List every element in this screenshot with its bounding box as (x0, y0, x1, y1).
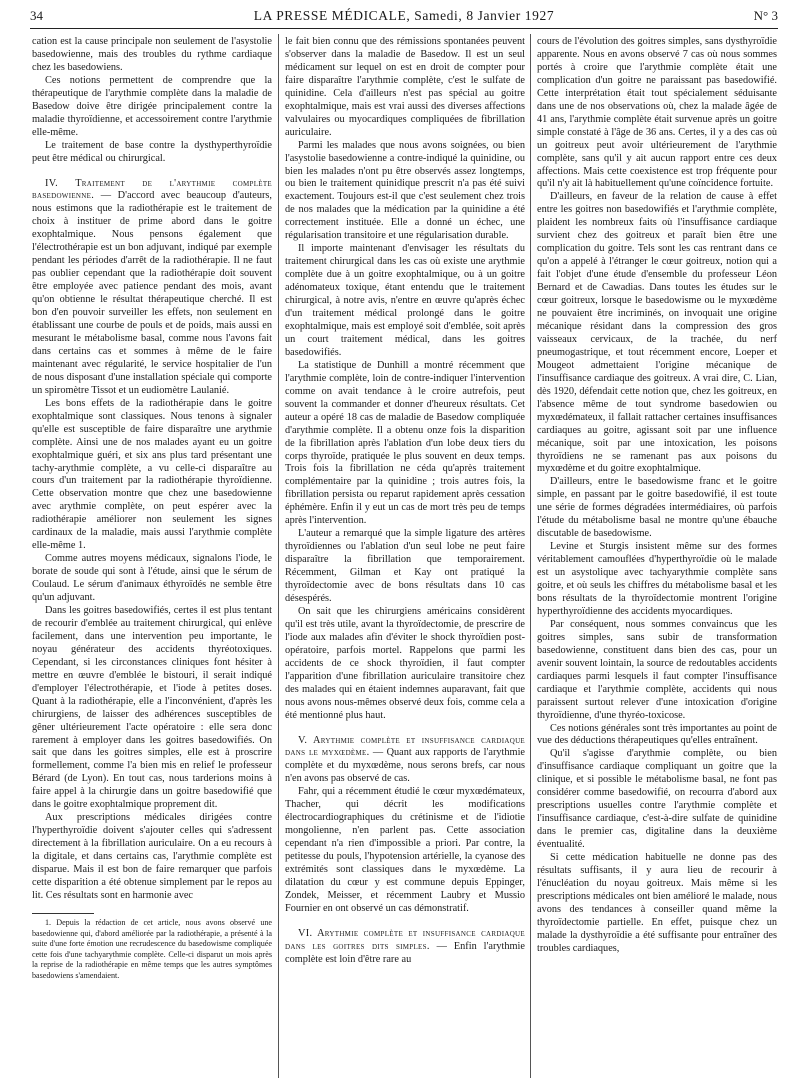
section-text: — Quant aux rapports de l'arythmie complète et du myxœdème, nous serons brefs, car nous n'en avons pas observé de cas. (285, 747, 525, 785)
issue-number: N° 3 (753, 8, 778, 23)
text-column-3 (537, 36, 777, 1076)
footnote-rule (32, 913, 94, 914)
section-text: — D'accord avec beaucoup d'auteurs, nous estimons que la radiothérapie est le traitement de choix à instituer de prime abord dans le goitre exophtalmique. Nous pensons également que l'électrothérapie est un bon adjuvant, indiqué par exemple pendant les périodes d'arrêt de la radiothérapie. Il ne faut pas oublier cependant que la radiothérapie doit souvent être employée avec patience pendant des mois, avant qu'on obtienne le résultat thérapeutique cherché. Il est bon d'en pouvoir surveiller les effets, non seulement en établissant une courbe de pouls et de poids, mais aussi en mesurant le métabolisme basal, comme nous l'avons fait dans certains cas et sommes à même de le faire maintenant avec régularité, le service hospitalier de l'un de nous disposant d'une installation spéciale qui comporte un spiromètre Tissot et un eudiomètre Laulanié. (32, 190, 272, 396)
section-vi (285, 928, 525, 967)
paragraph: Levine et Sturgis insistent même sur des formes véritablement camouflées d'hyperthyroïdie où le malade est un asystolique avec tachyarythmie complète sans goitre, et où seuls les chiffres du métabolisme basal et les bons résultats de la thyroïdectomie montrent l'origine hyperthyroïdienne des accidents myocardiques. (537, 541, 777, 617)
paragraph: Ces notions permettent de comprendre que la thérapeutique de l'arythmie complète dans la maladie de Basedow doive être dirigée principalement contre la maladie thyroïdienne, et accessoirement contre l'arythmie elle-même. (32, 74, 272, 138)
paragraph: La statistique de Dunhill a montré récemment que l'arythmie complète, loin de contre-indiquer l'intervention comme on avait tendance à le croire autrefois, peut souvent la commander et donner d'heureux résultats. Cet auteur a opéré 18 cas de maladie de Basedow compliquée d'arythmie complète. Il a obtenu onze fois la disparition de la fibrillation après l'ablation d'un lobe deux tiers du corps thyroïde, pratiquée le plus souvent en deux temps. Trois fois la fibrillation ne céda qu'après traitement complémentaire par la quinidine ; trois autres fois, la fibrillation persista ou reparut rapidement après cessation éphémère. Enfin il y eut un cas de mort très peu de temps après l'intervention. (285, 359, 525, 527)
header-rule (30, 28, 778, 29)
section-heading: V. Arythmie complète et insuffisance cardiaque dans le myxœdème. (285, 734, 525, 759)
paragraph: D'ailleurs, en faveur de la relation de cause à effet entre les goitres non basedowifiés et l'arythmie complète, plaident les nombreux faits où l'insuffisance cardiaque survient chez des goitreux et paraît bien être une complication du goitre. Tels sont les cas rentrant dans ce qu'on a appelé à l'étranger le cœur goitreux, notion qui a fait l'objet d'une étude d'ensemble du professeur Léon Bernard et de Cawadias. Dans toutes les études sur le cœur goitreux, lorsque le basedowisme ou le myxœdème ne pouvaient être incriminés, on invoquait une origine mécanique résidant dans la compression des gros vaisseaux cervicaux, de la trachée, du nerf pneumogastrique, et tout récemment encore, Loeper et Mougeot admettaient l'origine mécanique de l'insuffisance cardiaque des goitreux. A vrai dire, C. Lian, dès 1920, défendait cette notion que, chez les goitreux, en l'absence même de tout syndrome basedowien ou myxœdémateux, il fallait rattacher certaines insuffisances cardiaques au goitre, agissant soit par une influence mécanique, soit par une intoxication, les poisons thyroïdiens ne se ramenant pas aux poisons du myxœdème et du goitre exophtalmique. (537, 191, 777, 475)
paragraph: On sait que les chirurgiens américains considèrent qu'il est très utile, avant la thyroïdectomie, de prescrire de l'iode aux malades afin d'éviter le shock thyroïdien post-opératoire, parfois mortel. Rappelons que parmi les accidents de ce shock thyroïdien, il faut compter l'apparition d'une fibrillation auriculaire transitoire chez des malades qui en étaient indemnes auparavant, fait que nous avons nous-mêmes observé deux fois, comme cela a été mentionné plus haut. (285, 605, 525, 721)
paragraph: D'ailleurs, entre le basedowisme franc et le goitre simple, en passant par le goitre basedowifié, il est toute une série de formes dégradées intermédiaires, où parfois l'étude du métabolisme basal ne montre qu'une ébauche discutable de basedowisme. (537, 476, 777, 540)
section-v (285, 735, 525, 787)
text-column-2 (285, 36, 525, 1076)
paragraph: Dans les goitres basedowifiés, certes il est plus tentant de recourir d'emblée au traitement chirurgical, qui enlève facilement, dans une intervention peu importante, le noyau générateur des accidents thyréotoxiques. Cependant, si les circonstances cliniques font hésiter à mettre en œuvre d'emblée le bistouri, il serait indiqué d'employer l'électrothérapie, et l'iode à petites doses. Quant à la radiothérapie, elle a l'inconvénient, d'après les chirurgiens, de laisser des adhérences susceptibles de gêner ultérieurement l'acte opératoire : elle sera donc rarement à employer dans les goitres basedowifiés. On sait que dans les goitres simples, elle est à proscrire formellement, comme l'a bien mis en relief le professeur Bérard (de Lyon). En tout cas, nous tarderions moins à faire appel à la chirurgie dans un goitre basedowifié que dans le goitre exophtalmique proprement dit. (32, 604, 272, 811)
paragraph: Si cette médication habituelle ne donne pas des résultats suffisants, il y aura lieu de recourir à l'énucléation du noyau goitreux. Mais même si les prescriptions médicales ont bien amélioré le malade, nous avons des tendances à conseiller quand même la thyroïdectomie partielle. En effet, puisque chez un malade la dysthyroïdie a été suffisante pour entraîner des troubles cardiaques, (537, 852, 777, 954)
paragraph: L'auteur a remarqué que la simple ligature des artères thyroïdiennes ou l'ablation d'un seul lobe ne peut faire disparaître la fibrillation que temporairement. Récemment, Gilman et Kay ont pratiqué la thyroïdectomie avec de bons résultats dans 10 cas désespérés. (285, 528, 525, 604)
paragraph: Par conséquent, nous sommes convaincus que les goitres simples, sans subir de transformation basedowienne, constituent dans bien des cas, pour un avenir souvent lointain, la source de redoutables accidents cardiaques parmi lesquels il faut compter l'insuffisance cardiaque et l'arythmie complète, accidents qui nous paraissent surtout relever d'une intoxication d'origine thyroïdienne, d'une thyréo-toxicose. (537, 618, 777, 721)
footnote: 1. Depuis la rédaction de cet article, nous avons observé une basedowienne qui, d'abord améliorée par la radiothérapie, a présenté à la suite d'une forte émotion une recrudescence du basedowisme compliquée cette fois d'une tachyarythmie complète. Celle-ci disparut un mois après la reprise de la radiothérapie en même temps que les autres symptômes basedowiens s'amendaient. (32, 917, 272, 980)
section-heading: IV. Traitement de l'arythmie complète basedowienne. (32, 177, 272, 202)
running-title: LA PRESSE MÉDICALE, Samedi, 8 Janvier 1927 (253, 8, 555, 23)
section-heading: VI. Arythmie complète et insuffisance cardiaque dans les goitres dits simples. (285, 927, 525, 952)
section-text: — Enfin l'arythmie complète est loin d'être rare au (285, 940, 525, 965)
paragraph: Le traitement de base contre la dysthyperthyroïdie peut être médical ou chirurgical. (32, 139, 272, 164)
paragraph: le fait bien connu que des rémissions spontanées peuvent s'observer dans la maladie de Basedow. Il est un seul médicament sur lequel on est en droit de compter pour faire disparaître l'arythmie complète, c'est le sulfate de quinidine. Cela d'ailleurs n'est pas spécial au goitre exophtalmique, mais est vrai aussi des diverses affections valvulaires ou myocardiques compliquées de fibrillation auriculaire. (285, 36, 525, 138)
column-divider-2 (530, 34, 531, 1078)
paragraph: Qu'il s'agisse d'arythmie complète, ou bien d'insuffisance cardiaque compliquant un goitre que la clinique, et si possible le métabolisme basal, ne font pas considérer comme basedowifié, on recourra d'abord aux prescriptions usuelles contre l'arythmie complète et l'insuffisance cardiaque, c'est-à-dire sulfate de quinidine dans le premier cas, digitaline dans la deuxième éventualité. (537, 748, 777, 851)
paragraph: Les bons effets de la radiothérapie dans le goitre exophtalmique sont classiques. Nous tenons à signaler qu'elle est susceptible de faire disparaître une arythmie complète. Ainsi une de nos malades ayant eu un goitre exophtalmique guéri, et six ans plus tard présentant une tachy-arythmie complète, a vu celle-ci disparaître au cours d'un traitement par la radiothérapie thyroïdienne. Cette observation montre que chez une basedowienne avec arythmie complète, on peut espérer avec la radiothérapie améliorer non seulement les signes cardinaux de la maladie, mais aussi l'arythmie complète elle-même 1. (32, 397, 272, 552)
paragraph: cours de l'évolution des goitres simples, sans dysthyroïdie apparente. Nous en avons observé 7 cas où nous sommes portés à croire que l'arythmie complète était une complication d'un goitre ne paraissant pas basedowifié. Cette interprétation était tout spécialement séduisante dans une de nos observations où, chez la malade âgée de 41 ans, l'arythmie complète était survenue après un goitre simple constaté à l'âge de 36 ans. Certes, il y a des cas où un goitreux peut avoir ultérieurement de l'arythmie complète, sans qu'il y ait aucun rapport entre ces deux affections. Mais cette coexistence est trop fréquente pour qu'il n'y ait là habituellement qu'une coïncidence fortuite. (537, 36, 777, 190)
paragraph: Il importe maintenant d'envisager les résultats du traitement chirurgical dans les cas où existe une arythmie complète due à un goitre exophtalmique, ou à un goitre adénomateux toxique, étant entendu que le traitement chirurgical, à notre avis, n'entre en œuvre qu'après échec d'un traitement médical prolongé dans le goitre exophtalmique, mais est employé soit d'emblée, soit après un court traitement médical, dans les goitres basedowifiés. (285, 243, 525, 358)
paragraph: cation est la cause principale non seulement de l'asystolie basedowienne, mais des troubles du rythme cardiaque chez les basedowiens. (32, 36, 272, 73)
paragraph: Fahr, qui a récemment étudié le cœur myxœdémateux, Thacher, qui décrit les modifications électrocardiographiques du crétinisme et de l'idiotie mongolienne, n'en parlent pas. Cette association cependant n'a rien d'impossible a priori. Par contre, la petitesse du pouls, l'hypotension artérielle, la cyanose des extrémités sont classiques dans le myxœdème. La dilatation du cœur y est commune depuis Eppinger, Zondek, Meisser, et récemment Laubry et Mussio Fournier en ont observé un cas démonstratif. (285, 786, 525, 914)
paragraph: Aux prescriptions médicales dirigées contre l'hyperthyroïdie doivent s'ajouter celles qui s'adressent directement à la fibrillation auriculaire. On a eu recours à la digitale, et dans certains cas, l'arythmie complète est disparue. Mais il est bon de faire remarquer que parfois cette disparition a été obtenue simplement par le repos au lit. Ces résultats sont en harmonie avec (32, 812, 272, 901)
section-iv (32, 178, 272, 398)
text-column-1 (32, 36, 272, 1076)
paragraph: Parmi les malades que nous avons soignées, ou bien l'asystolie basedowienne a contre-indiqué la quinidine, ou bien les malades n'ont pu être observés assez longtemps, ou bien le traitement quinidique prescrit n'a pas été suivi exactement. Toujours est-il que c'est seulement chez trois de nos malades que la médication par la quinidine a été correctement instituée. Elle a donné un échec, une régularisation transitoire et une régularisation durable. (285, 139, 525, 242)
paragraph: Comme autres moyens médicaux, signalons l'iode, le borate de soude qui sont à l'étude, ainsi que le sérum de Coulaud. Le sérum d'animaux éthyroïdés ne semble être qu'un adjuvant. (32, 553, 272, 604)
column-divider-1 (278, 34, 279, 1078)
page-header (30, 8, 778, 30)
paragraph: Ces notions générales sont très importantes au point de vue des déductions thérapeutiques qu'elles entraînent. (537, 722, 777, 747)
page-number: 34 (30, 8, 43, 23)
